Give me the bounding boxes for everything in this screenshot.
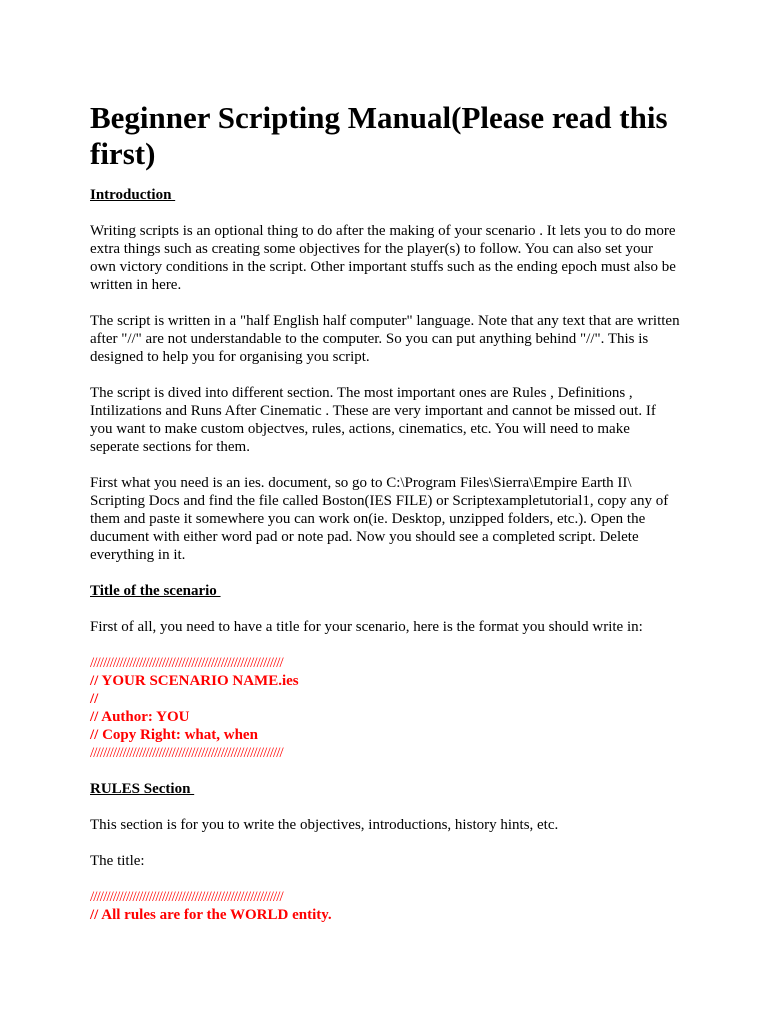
rules-code-block: [90, 888, 680, 924]
intro-paragraph-4: First what you need is an ies. document, so go to C:\Program Files\Sierra\Empire Earth II\ Scripting Docs and find the file called Boston(IES FILE) or Scriptexampletutorial1, copy any of them and paste it somewhere you can work on(ie. Desktop, unzipped folders, etc.). Open the ducument with either word pad or note pad. Now you should see a completed script. Delete everything in it.: [90, 475, 669, 563]
code-separator-line: ///////////////////////////////////////////////////////////: [90, 889, 283, 905]
code-line-copyright: // Copy Right: what, when: [90, 727, 258, 743]
document-page: [90, 100, 680, 942]
title-section-paragraph: First of all, you need to have a title for your scenario, here is the format you should write in:: [90, 619, 643, 635]
code-line-comment: //: [90, 691, 99, 707]
code-separator-line: ///////////////////////////////////////////////////////////: [90, 655, 283, 671]
code-line-rules-comment: // All rules are for the WORLD entity.: [90, 907, 332, 923]
section-heading-introduction: Introduction: [90, 187, 176, 203]
code-line-author: // Author: YOU: [90, 709, 190, 725]
section-heading-title-of-scenario: Title of the scenario: [90, 583, 221, 599]
code-separator-line: ///////////////////////////////////////////////////////////: [90, 745, 283, 761]
scenario-title-code-block: [90, 654, 680, 762]
document-title: Beginner Scripting Manual(Please read this first): [90, 100, 668, 171]
code-line-scenario-name: // YOUR SCENARIO NAME.ies: [90, 673, 299, 689]
rules-paragraph-1: This section is for you to write the objectives, introductions, history hints, etc.: [90, 817, 559, 833]
section-heading-rules: RULES Section: [90, 781, 195, 797]
rules-paragraph-2: The title:: [90, 853, 145, 869]
intro-paragraph-1: Writing scripts is an optional thing to do after the making of your scenario . It lets you to do more extra things such as creating some objectives for the player(s) to follow. You can also set your own victory conditions in the script. Other important stuffs such as the ending epoch must also be written in here.: [90, 223, 676, 293]
intro-paragraph-2: The script is written in a "half English half computer" language. Note that any text that are written after "//" are not understandable to the computer. So you can put anything behind "//". This is designed to help you for organising you script.: [90, 313, 680, 365]
intro-paragraph-3: The script is dived into different section. The most important ones are Rules , Definitions , Intilizations and Runs After Cinematic . These are very important and cannot be missed out. If you want to make custom objectves, rules, actions, cinematics, etc. You will need to make seperate sections for them.: [90, 385, 656, 455]
